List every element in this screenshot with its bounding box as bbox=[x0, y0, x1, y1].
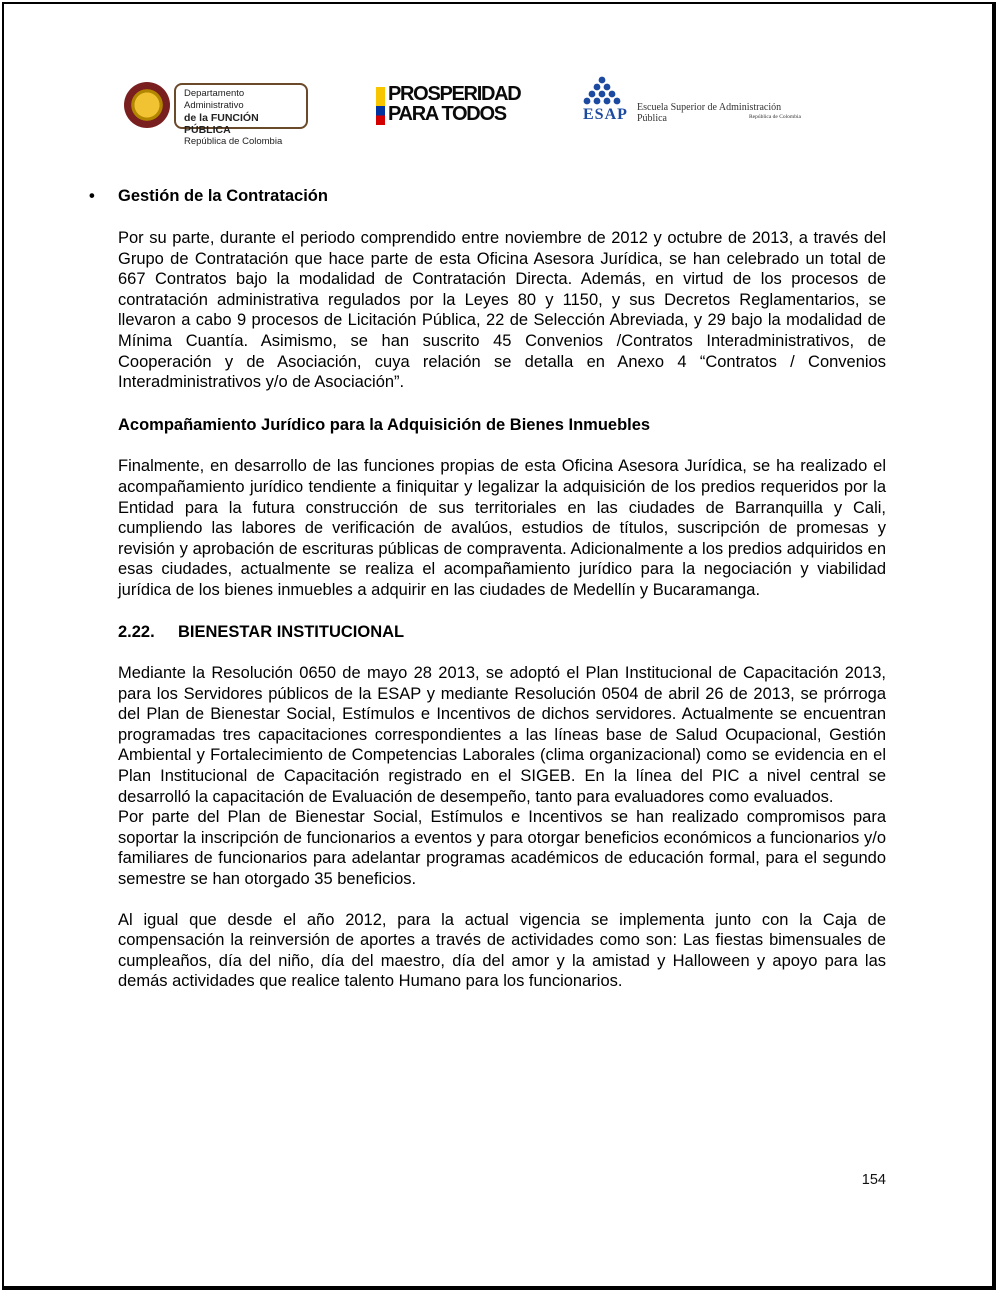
bienestar-paragraph-3: Al igual que desde el año 2012, para la actual vigencia se implementa junto con la Caja de compensación la reinversión de aportes a través de actividades como son: Las fiestas bimensuales de cumpleaños, día del niño, día del maestro, día del amor y la amistad y Halloween y apoyo para las demás actividades que realice talento Humano para los funcionarios. bbox=[118, 910, 886, 991]
letterhead bbox=[0, 76, 1006, 147]
page-number: 154 bbox=[861, 1172, 886, 1188]
dafp-text-box bbox=[174, 83, 308, 147]
section-number: 2.22. bbox=[118, 622, 155, 641]
gestion-title: Gestión de la Contratación bbox=[118, 187, 328, 205]
prosperidad-logo bbox=[376, 84, 536, 128]
gestion-paragraph: Por su parte, durante el periodo comprendido entre noviembre de 2012 y octubre de 2013, a través del Grupo de Contratación que hace parte de esta Oficina Asesora Jurídica, se han celebrado un total de 667 Contratos bajo la modalidad de Contratación Directa. Además, en virtud de los procesos de contratación administrativa regulados por la Leyes 80 y 1150, y sus Decretos Reglamentarios, se llevaron a cabo 9 procesos de Licitación Pública, 22 de Selección Abreviada, y 29 bajo la modalidad de Mínima Cuantía. Asimismo, se han suscrito 45 Convenios /Contratos Interadministrativos, de Cooperación y de Asociación, cuya relación se detalla en Anexo 4 “Contratos / Convenios Interadministrativos y/o de Asociación”. bbox=[118, 229, 886, 392]
bullet-icon: • bbox=[89, 187, 95, 205]
prosperidad-line1: PROSPERIDAD bbox=[388, 83, 521, 105]
dafp-logo bbox=[124, 80, 314, 147]
esap-name: Escuela Superior de Administración Pública bbox=[637, 102, 782, 124]
bienestar-paragraph-2: Por parte del Plan de Bienestar Social, Estímulos e Incentivos se han realizado compromisos para soportar la inscripción de funcionarios a eventos y para otorgar beneficios económicos a funcionarios y/o familiares de funcionarios para adelantar programas académicos de educación formal, para el segundo semestre se han otorgado 35 beneficios. bbox=[118, 808, 886, 889]
dafp-line2: de la FUNCIÓN PÚBLICA bbox=[184, 112, 259, 136]
esap-subtitle: República de Colombia bbox=[749, 114, 801, 120]
gestion-heading bbox=[59, 184, 886, 208]
dafp-line3: República de Colombia bbox=[184, 136, 283, 147]
esap-logo bbox=[581, 76, 811, 132]
bienestar-paragraph-1: Mediante la Resolución 0650 de mayo 28 2013, se adoptó el Plan Institucional de Capacitación 2013, para los Servidores públicos de la ESAP y mediante Resolución 0504 de abril 26 de 2013, se prórroga del Plan de Bienestar Social, Estímulos e Incentivos de dichos servidores. Actualmente se encuentran programadas tres capacitaciones correspondientes a las líneas base de Salud Ocupacional, Gestión Ambiental y Fortalecimiento de Competencias Laborales (clima organizacional) como se evidencia en el Plan Institucional de Capacitación registrado en el SIGEB. En la línea del PIC a nivel central se desarrolló la capacitación de Evaluación de desempeño, tanto para evaluadores como evaluados. bbox=[118, 664, 886, 806]
prosperidad-line2: PARA TODOS bbox=[388, 103, 506, 125]
document-body bbox=[89, 184, 886, 992]
section-title: BIENESTAR INSTITUCIONAL bbox=[178, 622, 405, 641]
colombia-seal-icon bbox=[124, 82, 170, 128]
dafp-line1: Departamento Administrativo bbox=[184, 88, 245, 111]
bienestar-heading bbox=[118, 622, 886, 643]
acompanamiento-paragraph: Finalmente, en desarrollo de las funciones propias de esta Oficina Asesora Jurídica, se ha realizado el acompañamiento jurídico tendiente a finiquitar y legalizar la adquisición de los predios requeridos por la Entidad para la futura construcción de sus territoriales en las ciudades de Barranquilla y Cali, cumpliendo las labores de verificación de avalúos, estudios de títulos, suscripción de promesas y revisión y aprobación de escrituras públicas de compraventa. Adicionalmente a los predios adquiridos en esas ciudades, actualmente se realiza el acompañamiento jurídico para la negociación y viabilidad jurídica de los bienes inmuebles a adquirir en las ciudades de Medellín y Bucaramanga. bbox=[118, 457, 886, 599]
esap-acronym: ESAP bbox=[583, 106, 628, 123]
prosperidad-text bbox=[388, 84, 520, 124]
acompanamiento-heading: Acompañamiento Jurídico para la Adquisición de Bienes Inmuebles bbox=[118, 415, 651, 434]
flag-bar-icon bbox=[376, 87, 385, 125]
